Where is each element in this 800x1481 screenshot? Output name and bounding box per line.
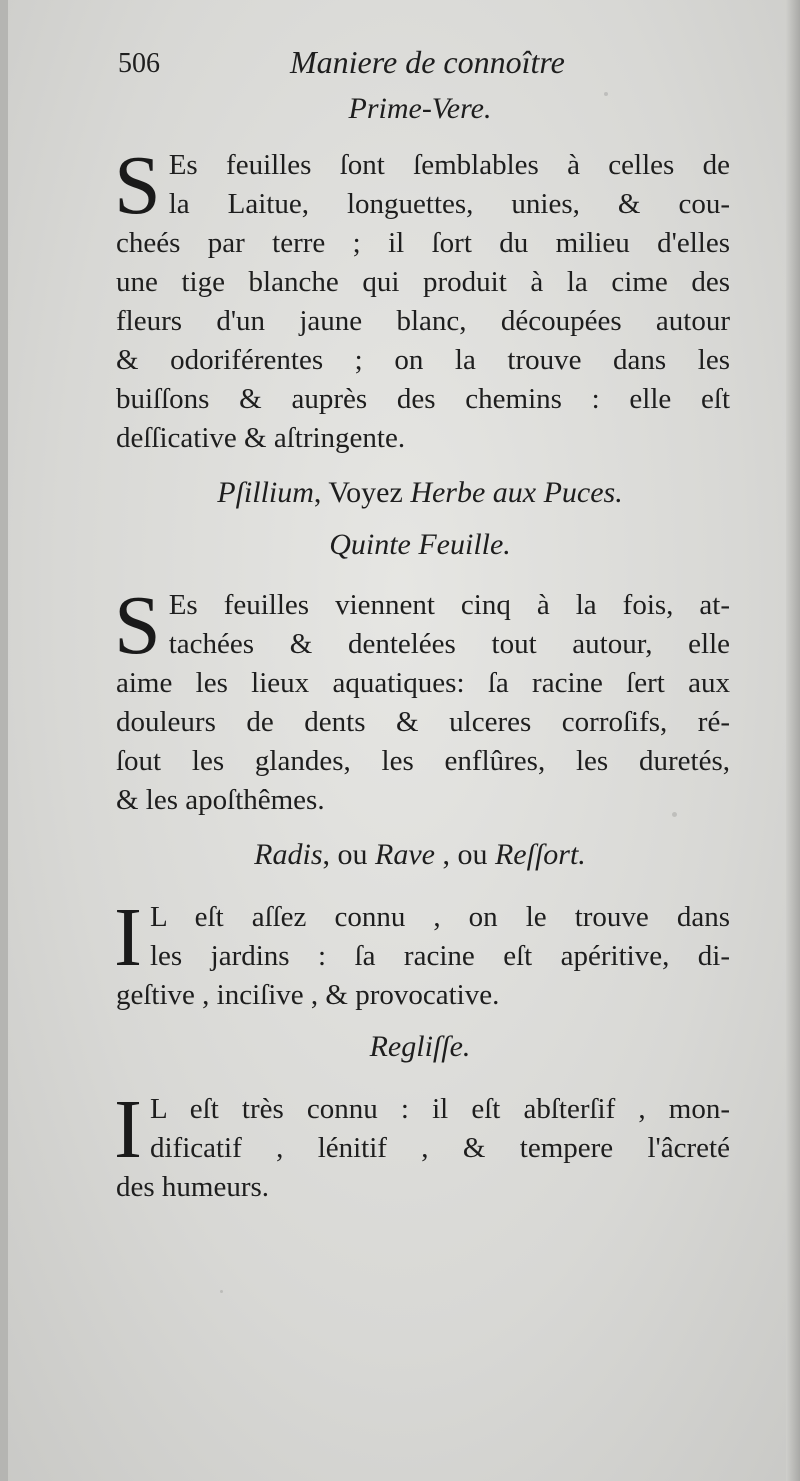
section-body-prime-vere — [114, 139, 730, 458]
text-line: L eſt aſſez connu , on le trouve dans — [149, 901, 730, 933]
drop-cap: I — [114, 891, 142, 984]
text-line: fleurs d'un jaune blanc, découpées autour — [116, 305, 730, 337]
section-title-quinte-feuille: Quinte Feuille. — [329, 528, 511, 561]
paper-speck — [672, 812, 677, 817]
paper-speck — [220, 1290, 223, 1293]
text-line: deſſicative & aſtringente. — [116, 422, 406, 454]
text-line: dificatif , lénitif , & tempere l'âcreté — [149, 1132, 730, 1164]
section-body-quinte-feuille — [114, 579, 730, 820]
text-line: tachées & dentelées tout autour, elle — [168, 628, 730, 660]
paper-speck — [604, 92, 608, 96]
page-number: 506 — [118, 48, 160, 79]
section-body-reglisse — [114, 1083, 730, 1207]
text-line: douleurs de dents & ulceres corroſifs, ré- — [116, 706, 730, 738]
page-right-edge — [786, 0, 800, 1481]
cross-ref-see: , Voyez — [313, 476, 403, 509]
running-title: Maniere de connoître — [290, 44, 565, 80]
text-line: geſtive , inciſive , & provocative. — [116, 979, 500, 1011]
drop-cap: S — [114, 139, 161, 232]
title-part: Reſſort. — [494, 838, 586, 871]
text-line: Es feuilles viennent cinq à la fois, at- — [168, 589, 730, 621]
text-line: aime les lieux aquatiques: ſa racine ſert aux — [116, 667, 730, 699]
section-body-radis — [114, 891, 730, 1015]
section-title-prime-vere: Prime-Vere. — [348, 92, 492, 125]
cross-ref-term: Pſillium — [217, 476, 314, 509]
text-line: la Laitue, longuettes, unies, & cou- — [168, 188, 730, 220]
text-line: ſout les glandes, les enflûres, les duretés, — [116, 745, 730, 777]
text-line: les jardins : ſa racine eſt apéritive, di- — [149, 940, 730, 972]
title-part: Rave — [375, 838, 435, 871]
text-line: des humeurs. — [116, 1171, 270, 1203]
text-line: Es feuilles ſont ſemblables à celles de — [168, 149, 730, 181]
section-title-reglisse: Regliſſe. — [369, 1030, 471, 1063]
section-title-radis — [100, 838, 740, 872]
drop-cap: I — [114, 1083, 142, 1176]
cross-ref-target: Herbe aux Puces. — [410, 476, 623, 509]
text-line: L eſt très connu : il eſt abſterſif , mon- — [149, 1093, 730, 1125]
title-part: Radis — [254, 838, 323, 871]
text-line: cheés par terre ; il ſort du milieu d'elles — [116, 227, 730, 259]
paragraph — [114, 1083, 730, 1207]
drop-cap: S — [114, 579, 161, 672]
title-part: , ou — [322, 838, 376, 871]
paragraph — [114, 891, 730, 1015]
text-line: buiſſons & auprès des chemins : elle eſt — [116, 383, 730, 415]
page-left-edge — [0, 0, 8, 1481]
text-line: & odoriférentes ; on la trouve dans les — [116, 344, 730, 376]
paragraph — [114, 139, 730, 458]
text-line: & les apoſthêmes. — [116, 784, 325, 816]
page-header — [118, 44, 738, 88]
paragraph — [114, 579, 730, 820]
title-part: , ou — [434, 838, 495, 871]
text-line: une tige blanche qui produit à la cime des — [116, 266, 730, 298]
cross-reference — [100, 476, 740, 510]
